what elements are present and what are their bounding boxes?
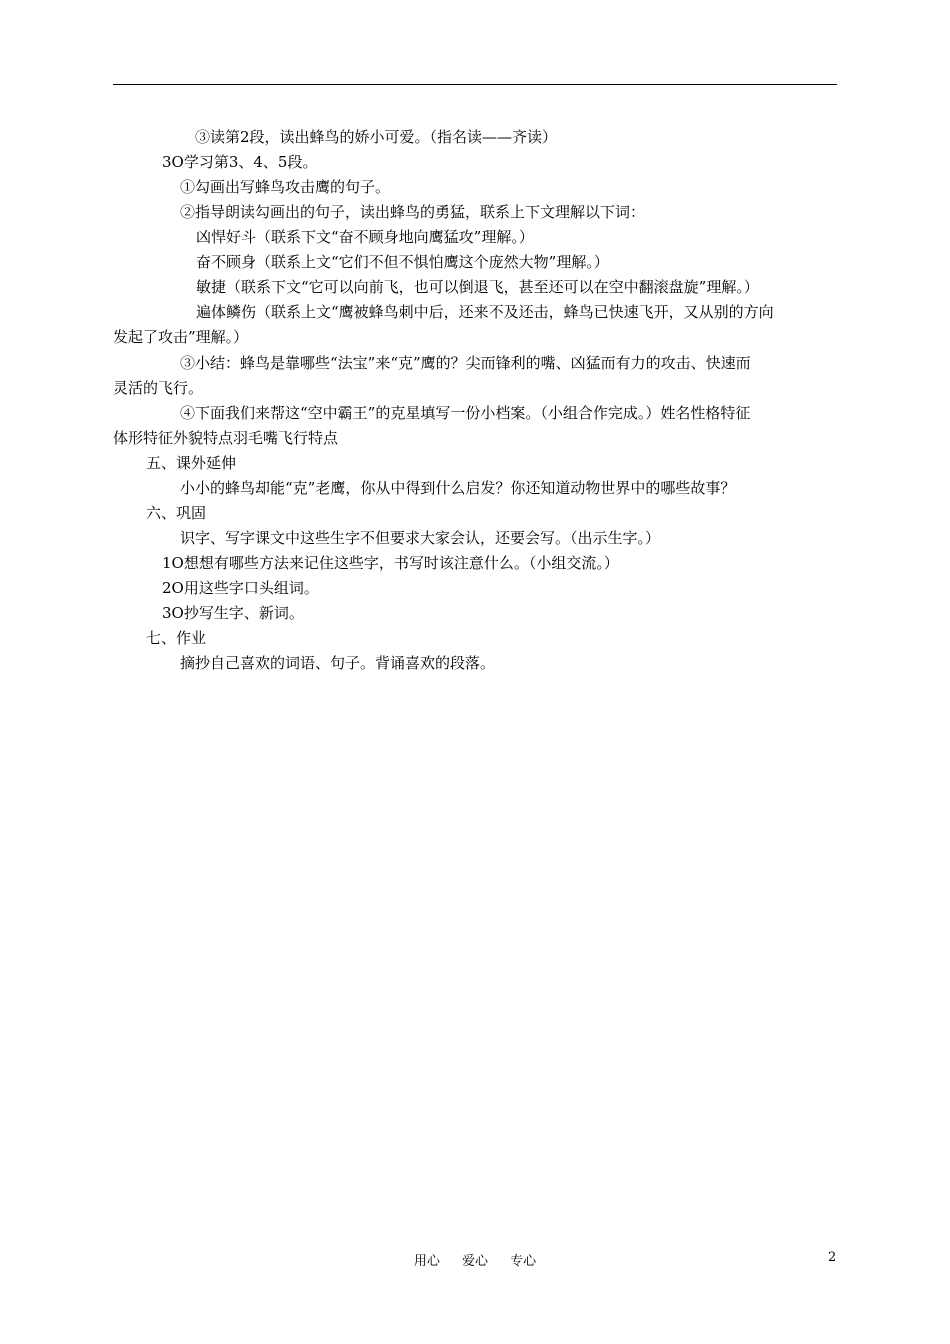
text-line: ③读第2段，读出蜂鸟的娇小可爱。（指名读——齐读） bbox=[195, 128, 558, 146]
text-line: 2O用这些字口头组词。 bbox=[162, 579, 319, 597]
text-line: 3O学习第3、4、5段。 bbox=[162, 153, 318, 171]
page-number: 2 bbox=[828, 1250, 837, 1265]
section-heading: 七、作业 bbox=[146, 629, 207, 647]
text-line: 发起了攻击”理解。） bbox=[113, 328, 249, 346]
text-line: 体形特征外貌特点羽毛嘴飞行特点 bbox=[113, 429, 339, 447]
text-line: ②指导朗读勾画出的句子，读出蜂鸟的勇猛，联系上下文理解以下词： bbox=[180, 203, 646, 221]
text-line: ①勾画出写蜂鸟攻击鹰的句子。 bbox=[180, 178, 391, 196]
section-heading: 五、课外延伸 bbox=[146, 454, 237, 472]
text-line: 摘抄自己喜欢的词语、句子。背诵喜欢的段落。 bbox=[180, 654, 496, 672]
text-line: 小小的蜂鸟却能“克”老鹰，你从中得到什么启发？你还知道动物世界中的哪些故事？ bbox=[180, 479, 736, 497]
text-line: 凶悍好斗（联系下文“奋不顾身地向鹰猛攻”理解。） bbox=[196, 228, 534, 246]
text-line: ④下面我们来帮这“空中霸王”的克星填写一份小档案。（小组合作完成。）姓名性格特征 bbox=[180, 404, 751, 422]
footer-motto: 用心 爱心 专心 bbox=[413, 1254, 537, 1269]
text-line: 敏捷（联系下文“它可以向前飞，也可以倒退飞，甚至还可以在空中翻滚盘旋”理解。） bbox=[196, 278, 759, 296]
text-line: 遍体鳞伤（联系上文“鹰被蜂鸟刺中后，还来不及还击，蜂鸟已快速飞开，又从别的方向 bbox=[196, 303, 774, 321]
text-line: 识字、写字课文中这些生字不但要求大家会认，还要会写。（出示生字。） bbox=[180, 529, 661, 547]
header-rule bbox=[113, 84, 837, 85]
text-line: ③小结：蜂鸟是靠哪些“法宝”来“克”鹰的？尖而锋利的嘴、凶猛而有力的攻击、快速而 bbox=[180, 354, 751, 372]
text-line: 灵活的飞行。 bbox=[113, 379, 204, 397]
text-line: 奋不顾身（联系上文“它们不但不惧怕鹰这个庞然大物”理解。） bbox=[196, 253, 609, 271]
text-line: 1O想想有哪些方法来记住这些字，书写时该注意什么。（小组交流。） bbox=[162, 554, 619, 572]
section-heading: 六、巩固 bbox=[146, 504, 207, 522]
text-line: 3O抄写生字、新词。 bbox=[162, 604, 304, 622]
